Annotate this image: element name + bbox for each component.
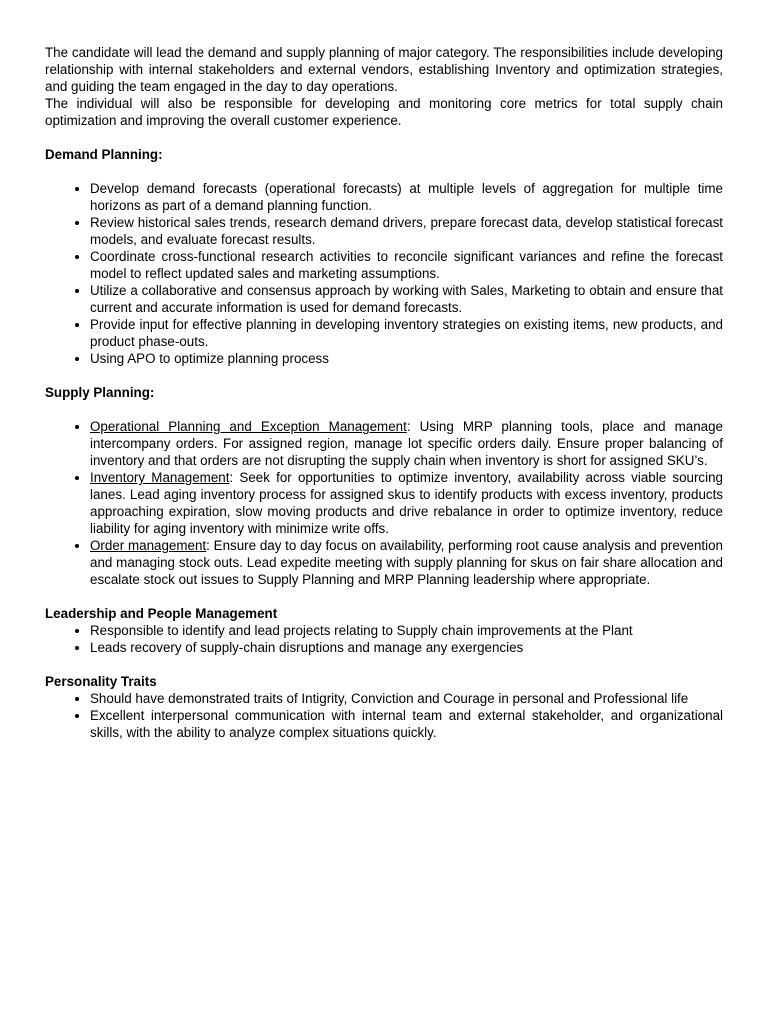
leadership-heading: Leadership and People Management (45, 606, 278, 621)
list-item: • Utilize a collaborative and consensus approach by working with Sales, Marketing to obtain and ensure that current and accurate information is used for demand forecasts. (90, 282, 723, 316)
list-item (90, 537, 723, 588)
intro-paragraph-2: The individual will also be responsible for developing and monitoring core metrics for total supply chain optimization and improving the overall customer experience. (45, 96, 723, 128)
list-item (90, 469, 723, 537)
list-item (90, 418, 723, 469)
list-item: • Develop demand forecasts (operational forecasts) at multiple levels of aggregation for multiple time horizons as part of a demand planning function. (90, 180, 723, 214)
intro-paragraph-1: The candidate will lead the demand and supply planning of major category. The responsibilities include developing relationship with internal stakeholders and external vendors, establishing Inventory and optimization strategies, and guiding the team engaged in the day to day operations. (45, 45, 723, 94)
list-item: • Should have demonstrated traits of Intigrity, Conviction and Courage in personal and Professional life (90, 690, 723, 707)
list-item: • Review historical sales trends, research demand drivers, prepare forecast data, develop statistical forecast models, and evaluate forecast results. (90, 214, 723, 248)
item-text: : Ensure day to day focus on availability, performing root cause analysis and prevention and managing stock outs. Lead expedite meeting with supply planning for skus on fair share allocation and escalate stock out issues to Supply Planning and MRP Planning leadership where appropriate. (90, 538, 724, 587)
leadership-section (45, 605, 723, 656)
demand-planning-list (45, 180, 723, 367)
list-item: • Responsible to identify and lead projects relating to Supply chain improvements at the Plant (90, 622, 723, 639)
leadership-list (45, 622, 723, 656)
demand-planning-section (45, 146, 723, 367)
list-item: • Excellent interpersonal communication with internal team and external stakeholder, and organizational skills, with the ability to analyze complex situations quickly. (90, 707, 723, 741)
supply-planning-list (45, 418, 723, 588)
item-term: Inventory Management (90, 470, 230, 485)
personality-heading: Personality Traits (45, 674, 157, 689)
list-item: • Leads recovery of supply-chain disruptions and manage any exergencies (90, 639, 723, 656)
list-item: • Coordinate cross-functional research activities to reconcile significant variances and refine the forecast model to reflect updated sales and marketing assumptions. (90, 248, 723, 282)
supply-planning-section (45, 384, 723, 588)
supply-planning-heading: Supply Planning: (45, 385, 155, 400)
item-term: Order management (90, 538, 207, 553)
personality-list (45, 690, 723, 741)
intro-section (45, 44, 723, 129)
list-item: • Provide input for effective planning in developing inventory strategies on existing items, new products, and product phase-outs. (90, 316, 723, 350)
item-text: : Seek for opportunities to optimize inventory, availability across viable sourcing lanes. Lead aging inventory process for assigned skus to identify products with excess inventory, products approaching expiration, slow moving products and drive rebalance in order to optimize inventory, reduce liability for aging inventory with minimize write offs. (90, 470, 723, 536)
demand-planning-heading: Demand Planning: (45, 147, 163, 162)
list-item: • Using APO to optimize planning process (90, 350, 723, 367)
personality-section (45, 673, 723, 741)
item-text: : Using MRP planning tools, place and manage intercompany orders. For assigned region, manage lot specific orders daily. Ensure proper balancing of inventory and that orders are not disrupting the supply chain when inventory is short for assigned SKU’s. (90, 419, 723, 468)
item-term: Operational Planning and Exception Management (90, 419, 407, 434)
